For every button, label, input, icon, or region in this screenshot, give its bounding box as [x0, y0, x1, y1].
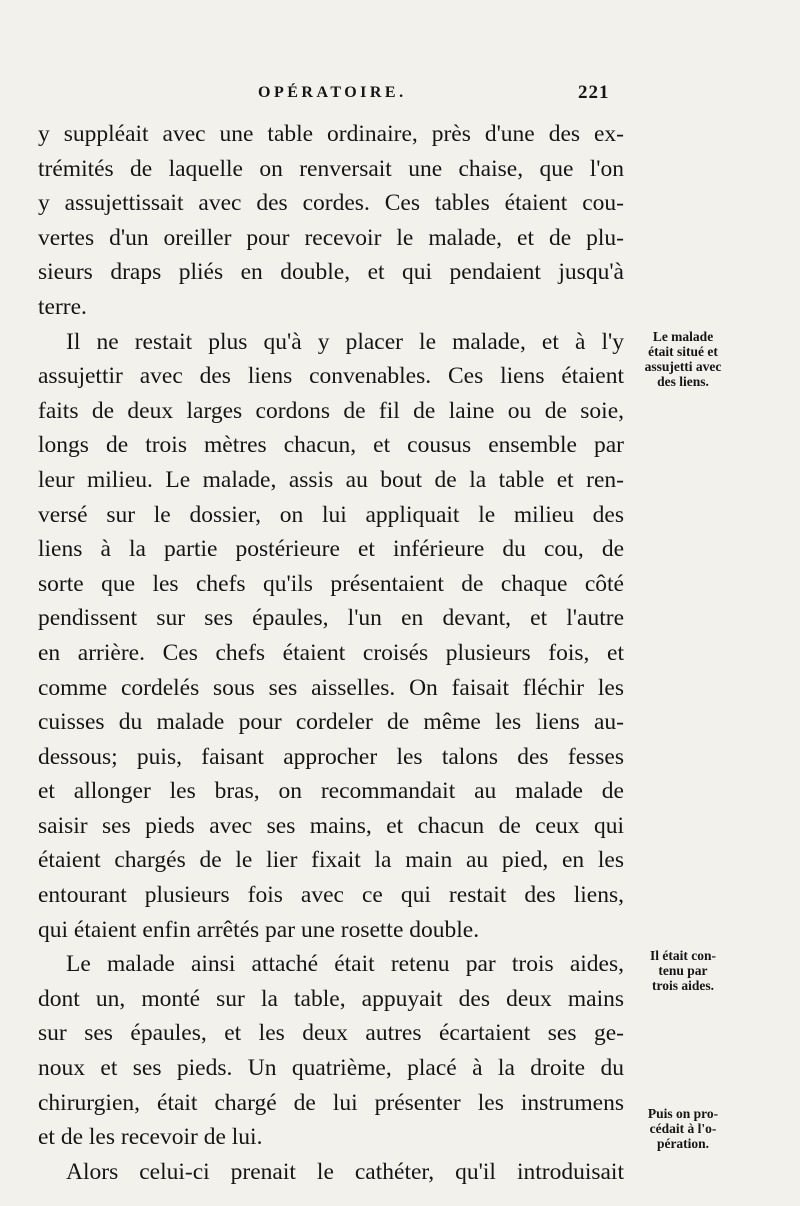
margin-note-line: des liens. [657, 374, 709, 389]
text-line: saisir ses pieds avec ses mains, et chacun de ceux qui [38, 812, 624, 839]
text-line: sorte que les chefs qu'ils présentaient de chaque côté [38, 570, 624, 597]
text-line: Le malade ainsi attaché était retenu par trois aides, [66, 951, 624, 978]
margin-note-line: Puis on pro- [647, 1106, 719, 1121]
text-line: qui étaient enfin arrêtés par une rosette double. [38, 916, 480, 943]
text-line: Il ne restait plus qu'à y placer le malade, et à l'y [66, 328, 624, 355]
text-line: sieurs draps pliés en double, et qui pendaient jusqu'à [38, 259, 624, 286]
text-line: leur milieu. Le malade, assis au bout de la table et ren- [38, 466, 624, 493]
text-line: en arrière. Ces chefs étaient croisés plusieurs fois, et [38, 639, 624, 666]
text-line: dont un, monté sur la table, appuyait des deux mains [38, 985, 624, 1012]
text-line: sur ses épaules, et les deux autres écartaient ses ge- [38, 1020, 624, 1047]
text-line: pendissent sur ses épaules, l'un en devant, et l'autre [38, 605, 624, 632]
text-line: dessous; puis, faisant approcher les talons des fesses [38, 743, 624, 770]
body-text [38, 117, 624, 1189]
text-line: étaient chargés de le lier fixait la main au pied, en les [38, 847, 624, 874]
margin-note-line: tenu par [658, 963, 708, 978]
text-line: longs de trois mètres chacun, et cousus ensemble par [38, 432, 624, 459]
text-line: faits de deux larges cordons de fil de laine ou de soie, [38, 397, 624, 424]
text-line: Alors celui-ci prenait le cathéter, qu'il introduisait [66, 1158, 624, 1185]
margin-note-line: était situé et [648, 344, 718, 359]
margin-note-line: Il était con- [650, 948, 716, 963]
margin-note-operation [628, 1106, 738, 1151]
text-line: noux et ses pieds. Un quatrième, placé à la droite du [38, 1055, 624, 1082]
text-line: y assujettissait avec des cordes. Ces tables étaient cou- [38, 190, 624, 217]
text-line: chirurgien, était chargé de lui présenter les instrumens [38, 1089, 624, 1116]
text-line: entourant plusieurs fois avec ce qui restait des liens, [38, 882, 624, 909]
margin-note-line: Le malade [652, 329, 714, 344]
page-number: 221 [578, 82, 610, 103]
text-line: liens à la partie postérieure et inférieure du cou, de [38, 536, 624, 563]
text-line: et allonger les bras, on recommandait au malade de [38, 778, 624, 805]
text-line: comme cordelés sous ses aisselles. On faisait fléchir les [38, 674, 624, 701]
margin-note-bound-with-ties [628, 329, 738, 389]
margin-note-line: pération. [656, 1136, 710, 1151]
margin-note-three-aides [628, 948, 738, 993]
margin-note-line: assujetti avec [644, 359, 722, 374]
margin-note-line: cédait à l'o- [649, 1121, 717, 1136]
margin-note-line: trois aides. [651, 978, 714, 993]
text-line: y suppléait avec une table ordinaire, près d'une des ex- [38, 121, 624, 147]
running-head [0, 82, 800, 110]
text-line: cuisses du malade pour cordeler de même les liens au- [38, 709, 624, 736]
text-line: et de les recevoir de lui. [38, 1124, 263, 1151]
running-head-title: OPÉRATOIRE. [258, 84, 407, 101]
text-line: assujettir avec des liens convenables. Ces liens étaient [38, 363, 624, 390]
text-line: terre. [38, 293, 87, 320]
text-line: trémités de laquelle on renversait une chaise, que l'on [38, 155, 624, 182]
text-line: versé sur le dossier, on lui appliquait le milieu des [38, 501, 624, 528]
text-line: vertes d'un oreiller pour recevoir le malade, et de plu- [38, 224, 624, 251]
